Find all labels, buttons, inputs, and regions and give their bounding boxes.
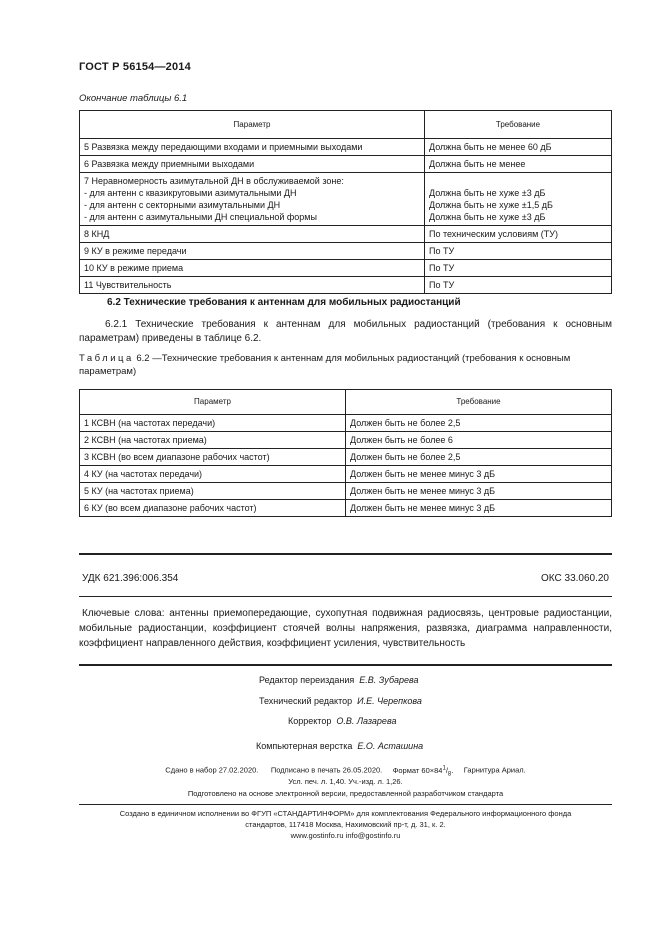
cell-line: По ТУ — [429, 246, 455, 256]
parameter-cell — [80, 173, 425, 226]
requirement-cell: Должен быть не менее минус 3 дБ — [346, 483, 612, 500]
parameter-cell: 4 КУ (на частотах передачи) — [80, 466, 346, 483]
document-header: ГОСТ Р 56154—2014 — [79, 61, 191, 73]
cell-line: - для антенн с квазикруговыми азимутальными ДН — [84, 188, 297, 198]
divider — [79, 664, 612, 666]
imprint-format-text: Формат 60×84 — [392, 765, 443, 775]
cell-line: Должна быть не менее 60 дБ — [429, 142, 552, 152]
parameter-cell: 5 КУ (на частотах приема) — [80, 483, 346, 500]
table2-caption — [79, 352, 612, 378]
cell-line: Должна быть не хуже ±1,5 дБ — [429, 200, 553, 210]
table-row — [80, 277, 612, 294]
requirement-cell — [425, 260, 612, 277]
cell-line: Должна быть не хуже ±3 дБ — [429, 212, 546, 222]
cell-line: Должна быть не хуже ±3 дБ — [429, 188, 546, 198]
table-row — [80, 466, 612, 483]
column-header-requirement: Требование — [346, 390, 612, 415]
requirement-cell: Должен быть не менее минус 3 дБ — [346, 500, 612, 517]
table-row — [80, 260, 612, 277]
table-row — [80, 449, 612, 466]
requirement-cell: Должен быть не более 6 — [346, 432, 612, 449]
imprint-line-4: Создано в единичном исполнении во ФГУП «СТАНДАРТИНФОРМ» для комплектования Федерального информационного фонда — [119, 809, 572, 818]
column-header-parameter: Параметр — [80, 111, 425, 139]
imprint-format-sup: 1 — [442, 765, 446, 771]
cell-line: - для антенн с секторными азимутальными ДН — [84, 200, 281, 210]
section-title: 6.2 Технические требования к антеннам для мобильных радиостанций — [107, 297, 461, 308]
credit-name: Е.О. Асташина — [357, 741, 424, 751]
table-row — [80, 156, 612, 173]
imprint-typeface: Гарнитура Ариал. — [463, 765, 526, 775]
table-row — [80, 432, 612, 449]
table2-caption-label: Таблица — [79, 353, 134, 364]
parameter-cell: 1 КСВН (на частотах передачи) — [80, 415, 346, 432]
imprint-print-date: Подписано в печать 26.05.2020. — [270, 765, 383, 775]
cell-line — [429, 175, 607, 187]
table-6-1 — [79, 110, 612, 294]
credit-editor — [259, 675, 419, 685]
divider — [79, 553, 612, 555]
cell-line: 10 КУ в режиме приема — [84, 263, 184, 273]
requirement-cell — [425, 173, 612, 226]
table1-caption: Окончание таблицы 6.1 — [79, 93, 188, 104]
parameter-cell — [80, 226, 425, 243]
cell-line: 8 КНД — [84, 229, 110, 239]
cell-line: По ТУ — [429, 280, 455, 290]
cell-line: - для антенн с азимутальными ДН специальной формы — [84, 212, 317, 222]
oks-code: ОКС 33.060.20 — [541, 573, 609, 584]
divider — [79, 804, 612, 805]
table-row — [80, 139, 612, 156]
udk-code: УДК 621.396:006.354 — [82, 573, 179, 584]
divider — [79, 596, 612, 597]
credit-role: Редактор переиздания — [259, 675, 355, 685]
parameter-cell — [80, 139, 425, 156]
requirement-cell — [425, 277, 612, 294]
credit-name: О.В. Лазарева — [336, 716, 397, 726]
imprint-format-dot: . — [451, 765, 454, 775]
requirement-cell: Должен быть не более 2,5 — [346, 449, 612, 466]
parameter-cell: 3 КСВН (во всем диапазоне рабочих частот) — [80, 449, 346, 466]
cell-line: 11 Чувствительность — [84, 280, 172, 290]
cell-line: По ТУ — [429, 263, 455, 273]
imprint-line-3: Подготовлено на основе электронной версии, предоставленной разработчиком стандарта — [187, 789, 504, 798]
requirement-cell — [425, 156, 612, 173]
cell-line: 6 Развязка между приемными выходами — [84, 159, 255, 169]
credit-corrector — [288, 716, 396, 726]
imprint-format-sub: 8 — [447, 771, 452, 777]
imprint-line-1 — [79, 765, 612, 777]
credit-tech-editor — [259, 696, 422, 706]
cell-line: 9 КУ в режиме передачи — [84, 246, 187, 256]
table-row — [80, 243, 612, 260]
table-row — [80, 483, 612, 500]
table-row — [80, 226, 612, 243]
credit-role: Компьютерная верстка — [256, 741, 353, 751]
credit-role: Корректор — [288, 716, 332, 726]
imprint-line-2: Усл. печ. л. 1,40. Уч.-изд. л. 1,26. — [288, 777, 403, 786]
cell-line: 7 Неравномерность азимутальной ДН в обслуживаемой зоне: — [84, 176, 344, 186]
parameter-cell: 2 КСВН (на частотах приема) — [80, 432, 346, 449]
column-header-parameter: Параметр — [80, 390, 346, 415]
parameter-cell — [80, 277, 425, 294]
keywords: Ключевые слова: антенны приемопередающие, сухопутная подвижная радиосвязь, центровые радиостанции, мобильные радиостанции, коэффициент стоячей волны напряжения, развязка, диаграмма направленности, коэффициент направленного действия, коэффициент усиления, чувствительность — [79, 608, 612, 649]
requirement-cell — [425, 139, 612, 156]
credit-layout — [256, 741, 423, 751]
parameter-cell — [80, 260, 425, 277]
table2-caption-text: 6.2 —Технические требования к антеннам для мобильных радиостанций (требования к основным параметрам) — [79, 353, 571, 377]
table-row — [80, 173, 612, 226]
table-6-2 — [79, 389, 612, 517]
parameter-cell — [80, 156, 425, 173]
cell-line: Должна быть не менее — [429, 159, 526, 169]
imprint-line-6: www.gostinfo.ru info@gostinfo.ru — [290, 831, 401, 840]
requirement-cell — [425, 243, 612, 260]
imprint-format: Формат $60\times 84^1/_8$. — [392, 765, 454, 777]
requirement-cell — [425, 226, 612, 243]
cell-line: 5 Развязка между передающими входами и приемными выходами — [84, 142, 363, 152]
requirement-cell: Должен быть не более 2,5 — [346, 415, 612, 432]
requirement-cell: Должен быть не менее минус 3 дБ — [346, 466, 612, 483]
cell-line: По техническим условиям (ТУ) — [429, 229, 558, 239]
table-row — [80, 500, 612, 517]
imprint-line-5: стандартов, 117418 Москва, Нахимовский пр-т, д. 31, к. 2. — [245, 820, 446, 829]
parameter-cell — [80, 243, 425, 260]
credit-name: И.Е. Черепкова — [357, 696, 422, 706]
credit-role: Технический редактор — [259, 696, 353, 706]
parameter-cell: 6 КУ (во всем диапазоне рабочих частот) — [80, 500, 346, 517]
table-row — [80, 415, 612, 432]
section-paragraph: 6.2.1 Технические требования к антеннам для мобильных радиостанций (требования к основным параметрам) приведены в таблице 6.2. — [79, 319, 612, 344]
credit-name: Е.В. Зубарева — [359, 675, 419, 685]
imprint-typeset-date: Сдано в набор 27.02.2020. — [165, 765, 259, 775]
column-header-requirement: Требование — [425, 111, 612, 139]
